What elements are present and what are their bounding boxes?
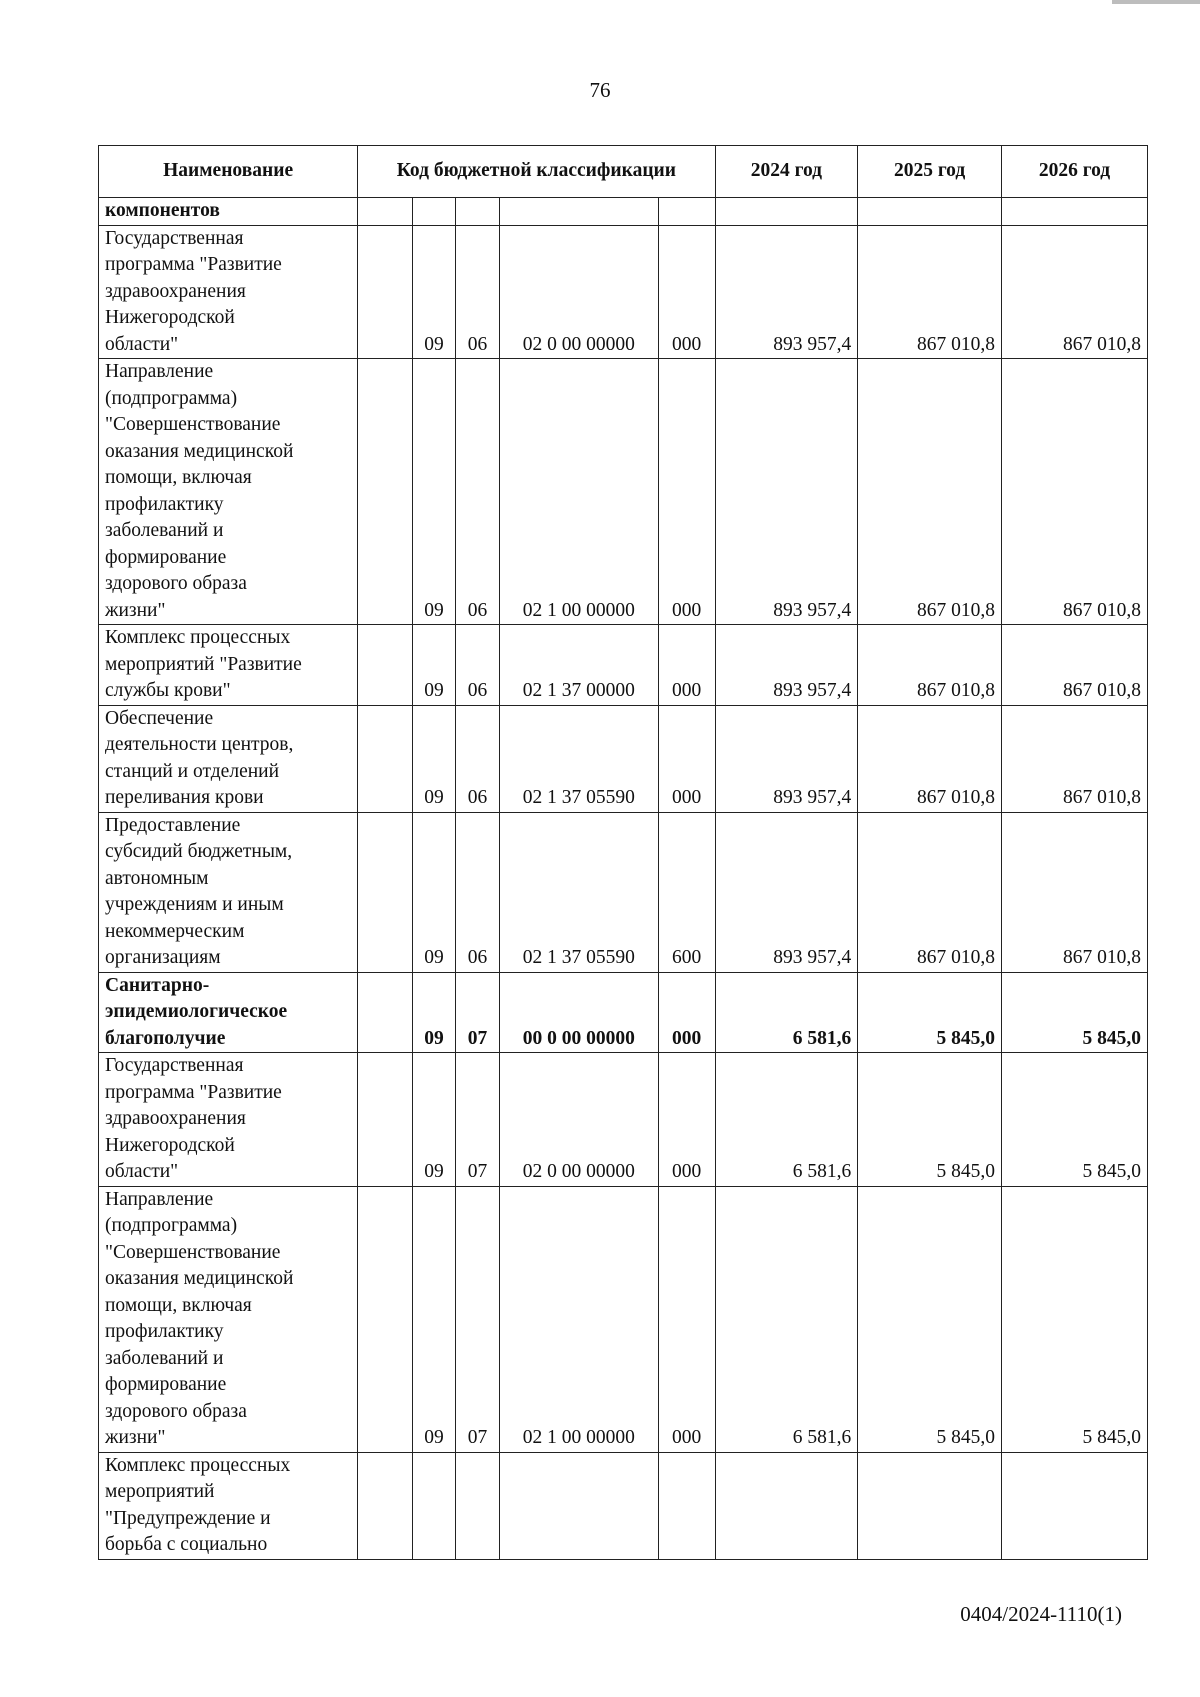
- row-name-line: жизни": [105, 599, 166, 621]
- value-2024: 893 957,4: [715, 625, 858, 706]
- value-2026: 867 010,8: [1001, 812, 1147, 972]
- value-2026: 867 010,8: [1001, 225, 1147, 359]
- page-number: 76: [589, 78, 611, 102]
- row-name-line: помощи, включая: [105, 1294, 252, 1316]
- code-section: 09: [412, 812, 456, 972]
- row-name-line: учреждениям и иным: [105, 894, 284, 915]
- code-target: 02 0 00 00000: [499, 1053, 658, 1187]
- value-2024: 6 581,6: [715, 1186, 858, 1452]
- row-name-line: станций и отделений: [105, 760, 280, 782]
- code-expense-type: 000: [658, 972, 715, 1053]
- value-2026: 5 845,0: [1001, 1186, 1147, 1452]
- row-name-line: формирование: [105, 1374, 227, 1395]
- row-name: [99, 1186, 358, 1452]
- table-row: [99, 1186, 1148, 1452]
- row-name-line: (подпрограмма): [105, 1215, 238, 1236]
- row-name: [99, 359, 358, 625]
- table-row: [99, 812, 1148, 972]
- row-name: [99, 1452, 358, 1559]
- code-target: 02 1 00 00000: [499, 359, 658, 625]
- row-name-line: здорового образа: [105, 1400, 247, 1422]
- value-2025: 867 010,8: [858, 812, 1002, 972]
- value-2024: 6 581,6: [715, 972, 858, 1053]
- code-part-1: [358, 225, 412, 359]
- row-name-line: оказания медицинской: [105, 440, 294, 462]
- table-row: [99, 705, 1148, 812]
- value-2025: 5 845,0: [858, 972, 1002, 1053]
- row-name-line: Санитарно-: [105, 974, 210, 996]
- row-name-line: заболеваний и: [105, 520, 224, 541]
- code-subsection: [456, 1452, 500, 1559]
- row-name-line: Нижегородской: [105, 1134, 235, 1156]
- row-name-line: Направление: [105, 1188, 214, 1210]
- code-expense-type: 000: [658, 1053, 715, 1187]
- row-name-line: мероприятий: [105, 1481, 215, 1502]
- row-name-line: помощи, включая: [105, 467, 252, 488]
- value-2024: 6 581,6: [715, 1053, 858, 1187]
- code-section: 09: [412, 1186, 456, 1452]
- code-subsection: 06: [456, 812, 500, 972]
- row-name: [99, 1053, 358, 1187]
- code-section: 09: [412, 359, 456, 625]
- code-part-1: [358, 705, 412, 812]
- row-name-line: субсидий бюджетным,: [105, 841, 293, 862]
- code-part-1: [358, 972, 412, 1053]
- row-name-line: здорового образа: [105, 573, 247, 594]
- code-subsection: 07: [456, 1053, 500, 1187]
- row-name: [99, 812, 358, 972]
- row-name-line: здравоохранения: [105, 280, 246, 302]
- row-name-line: области": [105, 1161, 179, 1182]
- row-name-line: формирование: [105, 546, 227, 568]
- value-2026: [1001, 1452, 1147, 1559]
- row-name-line: жизни": [105, 1427, 166, 1448]
- row-name-line: переливания крови: [105, 787, 264, 808]
- code-target: 02 1 37 05590: [499, 812, 658, 972]
- value-2025: 867 010,8: [858, 625, 1002, 706]
- value-2024: [715, 1452, 858, 1559]
- header-name: Наименование: [99, 146, 358, 198]
- value-2026: 867 010,8: [1001, 359, 1147, 625]
- code-target: 02 0 00 00000: [499, 225, 658, 359]
- row-name-line: эпидемиологическое: [105, 1001, 288, 1022]
- code-subsection: 06: [456, 705, 500, 812]
- code-part-1: [358, 359, 412, 625]
- row-name-line: благополучие: [105, 1027, 226, 1049]
- row-name-line: "Совершенствование: [105, 414, 281, 435]
- code-target: 02 1 37 05590: [499, 705, 658, 812]
- value-2025: 5 845,0: [858, 1186, 1002, 1452]
- row-name-line: профилактику: [105, 493, 224, 515]
- value-2024: 893 957,4: [715, 812, 858, 972]
- row-name-line: Нижегородской: [105, 307, 235, 328]
- row-name-line: Направление: [105, 361, 214, 382]
- row-name: [99, 225, 358, 359]
- value-2024: 893 957,4: [715, 225, 858, 359]
- row-name-line: Государственная: [105, 1055, 244, 1076]
- code-part-1: [358, 812, 412, 972]
- code-part-1: [358, 1053, 412, 1187]
- row-name-line: программа "Развитие: [105, 1081, 282, 1103]
- code-part-1: [358, 1186, 412, 1452]
- code-subsection: 06: [456, 359, 500, 625]
- value-2026: 867 010,8: [1001, 705, 1147, 812]
- code-expense-type: [658, 1452, 715, 1559]
- value-2026: 5 845,0: [1001, 1053, 1147, 1187]
- value-2026: 867 010,8: [1001, 625, 1147, 706]
- row-name: [99, 625, 358, 706]
- code-part-1: [358, 1452, 412, 1559]
- code-part-1: [358, 625, 412, 706]
- code-subsection: 07: [456, 972, 500, 1053]
- code-section: 09: [412, 972, 456, 1053]
- value-2025: 867 010,8: [858, 225, 1002, 359]
- row-name-line: Предоставление: [105, 814, 241, 836]
- code-expense-type: 000: [658, 359, 715, 625]
- code-expense-type: 000: [658, 705, 715, 812]
- row-name-line: деятельности центров,: [105, 734, 294, 755]
- code-section: 09: [412, 1053, 456, 1187]
- row-name-line: борьба с социально: [105, 1534, 268, 1555]
- header-2024: 2024 год: [715, 146, 858, 198]
- code-expense-type: 000: [658, 625, 715, 706]
- table-row: [99, 225, 1148, 359]
- row-name-line: некоммерческим: [105, 920, 245, 942]
- code-section: 09: [412, 625, 456, 706]
- table-row: [99, 1452, 1148, 1559]
- code-target: 02 1 00 00000: [499, 1186, 658, 1452]
- row-name-line: Обеспечение: [105, 707, 214, 729]
- row-name-line: здравоохранения: [105, 1108, 246, 1129]
- header-2026: 2026 год: [1001, 146, 1147, 198]
- value-2024: 893 957,4: [715, 359, 858, 625]
- code-subsection: 06: [456, 625, 500, 706]
- row-name-line: заболеваний и: [105, 1347, 224, 1369]
- row-name: [99, 972, 358, 1053]
- value-2025: 867 010,8: [858, 705, 1002, 812]
- header-2025: 2025 год: [858, 146, 1002, 198]
- row-name-line: Комплекс процессных: [105, 627, 291, 648]
- row-name-line: "Предупреждение и: [105, 1507, 271, 1529]
- code-subsection: 07: [456, 1186, 500, 1452]
- document-code: 0404/2024-1110(1): [960, 1602, 1122, 1626]
- row-name-line: мероприятий "Развитие: [105, 653, 302, 675]
- value-2025: 5 845,0: [858, 1053, 1002, 1187]
- table-row: [99, 625, 1148, 706]
- code-section: [412, 1452, 456, 1559]
- row-name-line: Государственная: [105, 227, 244, 249]
- code-section: 09: [412, 225, 456, 359]
- scan-edge-mark: [1112, 0, 1200, 4]
- code-expense-type: 600: [658, 812, 715, 972]
- row-name-line: службы крови": [105, 680, 231, 701]
- table-row: [99, 1053, 1148, 1187]
- code-section: 09: [412, 705, 456, 812]
- code-expense-type: 000: [658, 225, 715, 359]
- row-name-line: программа "Развитие: [105, 254, 282, 275]
- table-row: [99, 359, 1148, 625]
- header-code: Код бюджетной классификации: [358, 146, 715, 198]
- row-name-line: (подпрограмма): [105, 387, 238, 409]
- row-name-line: Комплекс процессных: [105, 1454, 291, 1476]
- row-name-line: области": [105, 333, 179, 355]
- code-target: [499, 1452, 658, 1559]
- budget-table: [98, 145, 1148, 1560]
- continued-name: компонентов: [99, 198, 358, 226]
- continued-row: [99, 198, 1148, 226]
- row-name: [99, 705, 358, 812]
- row-name-line: автономным: [105, 867, 209, 889]
- code-target: 00 0 00 00000: [499, 972, 658, 1053]
- value-2025: [858, 1452, 1002, 1559]
- table-row: [99, 972, 1148, 1053]
- value-2026: 5 845,0: [1001, 972, 1147, 1053]
- code-subsection: 06: [456, 225, 500, 359]
- value-2025: 867 010,8: [858, 359, 1002, 625]
- row-name-line: "Совершенствование: [105, 1241, 281, 1263]
- row-name-line: оказания медицинской: [105, 1268, 294, 1289]
- code-target: 02 1 37 00000: [499, 625, 658, 706]
- table-header-row: [99, 146, 1148, 198]
- code-expense-type: 000: [658, 1186, 715, 1452]
- row-name-line: профилактику: [105, 1321, 224, 1342]
- value-2024: 893 957,4: [715, 705, 858, 812]
- row-name-line: организациям: [105, 947, 221, 968]
